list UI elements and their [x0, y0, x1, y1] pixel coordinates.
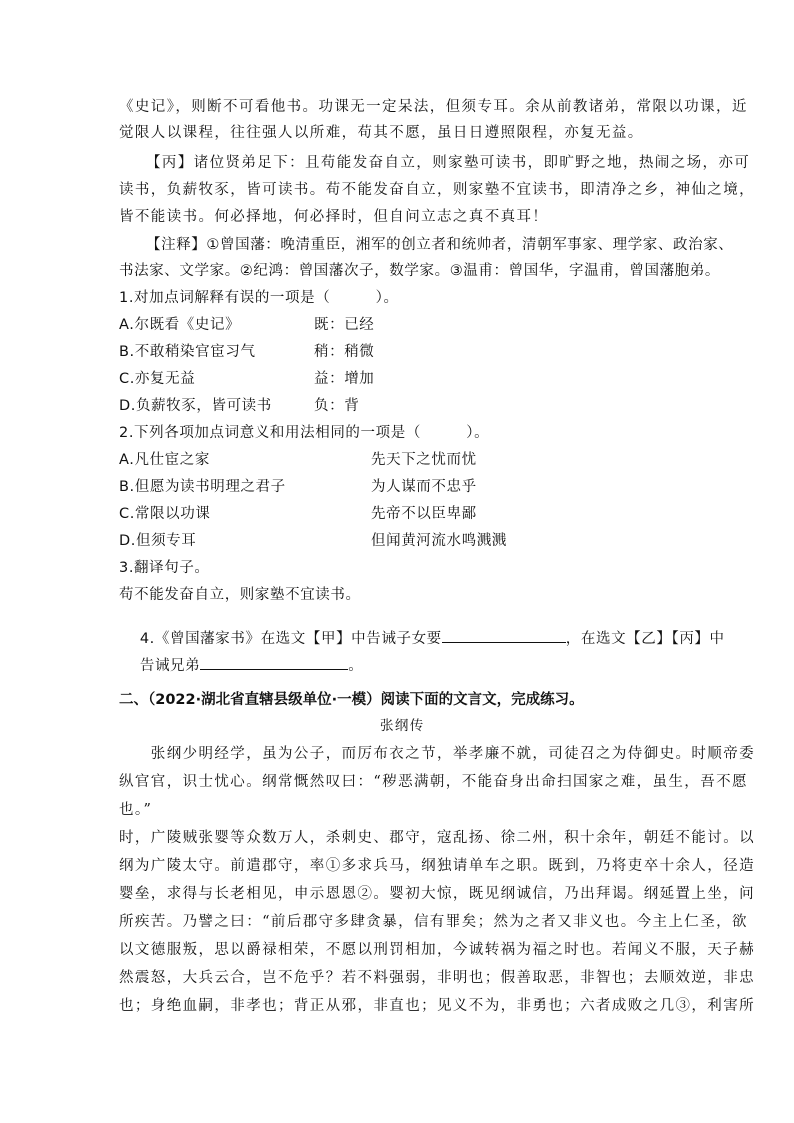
- passage-line: 时，广陵贼张婴等众数万人，杀刺史、郡守，寇乱扬、徐二州，积十余年，朝廷不能讨。以: [119, 830, 755, 846]
- q1-option-right: 稍：稍微: [314, 344, 375, 360]
- passage-line: 以文德服叛，思以爵禄相荣，不愿以刑罚相加，今诚转祸为福之时也。若闻义不服，天子赫: [119, 942, 755, 958]
- passage-bing-line: 读书，负薪牧豕，皆可读书。苟不能发奋自立，则家塾不宜读书，即清净之乡，神仙之境，: [119, 182, 755, 198]
- passage-line: 然震怒，大兵云合，岂不危乎？若不料强弱，非明也；假善取恶，非智也；去顺效逆，非忠: [119, 970, 755, 986]
- q2-option-left: B.但愿为读书明理之君子: [119, 479, 286, 495]
- q1-option-right: 益：增加: [314, 371, 375, 387]
- passage-line: 觉限人以课程，往往强人以所难，苟其不愿，虽日日遵照限程，亦复无益。: [119, 125, 644, 141]
- q4-text: 4.《曾国藩家书》在选文【甲】中告诫子女要: [139, 630, 442, 647]
- q2-option-right: 先天下之忧而忧: [371, 452, 477, 468]
- passage-line: 所疾苦。乃譬之曰：“前后郡守多肆贪暴，信有罪矣；然为之者又非义也。今主上仁圣，欲: [119, 914, 748, 930]
- q4-text: 告诫兄弟: [139, 657, 201, 674]
- q2-option-left: D.但须专耳: [119, 533, 197, 549]
- answer-blank[interactable]: [200, 657, 348, 670]
- q4-text: 。: [348, 657, 364, 674]
- q2-option-left: C.常限以功课: [119, 506, 211, 522]
- passage-line: 《史记》，则断不可看他书。功课无一定呆法，但须专耳。余从前教诸弟，常限以功课，近: [119, 99, 748, 115]
- passage-line: 也；身绝血嗣，非孝也；背正从邪，非直也；见义不为，非勇也；六者成败之几③，利害所: [119, 998, 755, 1014]
- notes-line: 书法家、文学家。②纪鸿：曾国藩次子，数学家。③温甫：曾国华，字温甫，曾国藩胞弟。: [119, 263, 720, 279]
- passage-line: 也。”: [119, 802, 153, 818]
- q1-option-right: 负：背: [314, 398, 360, 414]
- section-heading: 二、（2022·湖北省直辖县级单位·一模）阅读下面的文言文，完成练习。: [119, 692, 584, 708]
- q1-option-left: A.尔既看《史记》: [119, 317, 241, 333]
- question-1-stem: 1.对加点词解释有误的一项是（ ）。: [119, 290, 399, 306]
- passage-title: 张纲传: [380, 718, 425, 734]
- q1-option-left: B.不敢稍染官宦习气: [119, 344, 256, 360]
- passage-line: 纲为广陵太守。前遣郡守，率①多求兵马，纲独请单车之职。既到，乃将吏卒十余人，径造: [119, 858, 755, 874]
- q2-option-left: A.凡仕宦之家: [119, 452, 210, 468]
- q4-text: ，在选文【乙】【丙】中: [565, 630, 725, 647]
- passage-bing-line: 【丙】诸位贤弟足下：且苟能发奋自立，则家塾可读书，即旷野之地，热闹之场，亦可: [146, 155, 751, 171]
- passage-bing-line: 皆不能读书。何必择地，何必择时，但自问立志之真不真耳！: [119, 209, 549, 225]
- q2-option-right: 先帝不以臣卑鄙: [371, 506, 477, 522]
- notes-line: 【注释】①曾国藩：晚清重臣，湘军的创立者和统帅者，清朝军事家、理学家、政治家、: [146, 237, 734, 253]
- passage-line: 纵官官，识士忧心。纲常慨然叹曰：“秽恶满朝，不能奋身出命扫国家之难，虽生，吾不愿: [119, 774, 748, 790]
- question-3-stem: 3.翻译句子。: [119, 560, 210, 576]
- q1-option-left: C.亦复无益: [119, 371, 196, 387]
- passage-line: 张纲少明经学，虽为公子，而厉布衣之节，举孝廉不就，司徒召之为侍御史。时顺帝委: [119, 746, 755, 762]
- passage-line: 婴垒，求得与长老相见，申示恩恩②。婴初大惊，既见纲诚信，乃出拜谒。纲延置上坐，问: [119, 886, 755, 902]
- q1-option-right: 既：已经: [314, 317, 375, 333]
- answer-blank[interactable]: [442, 630, 566, 643]
- q2-option-right: 为人谋而不忠乎: [371, 479, 477, 495]
- question-3-sentence: 苟不能发奋自立，则家塾不宜读书。: [119, 587, 361, 603]
- q1-option-left: D.负薪牧豕，皆可读书: [119, 398, 272, 414]
- question-4-line: [119, 642, 363, 688]
- question-2-stem: 2.下列各项加点词意义和用法相同的一项是（ ）。: [119, 425, 490, 441]
- q2-option-right: 但闻黄河流水鸣溅溅: [371, 533, 507, 549]
